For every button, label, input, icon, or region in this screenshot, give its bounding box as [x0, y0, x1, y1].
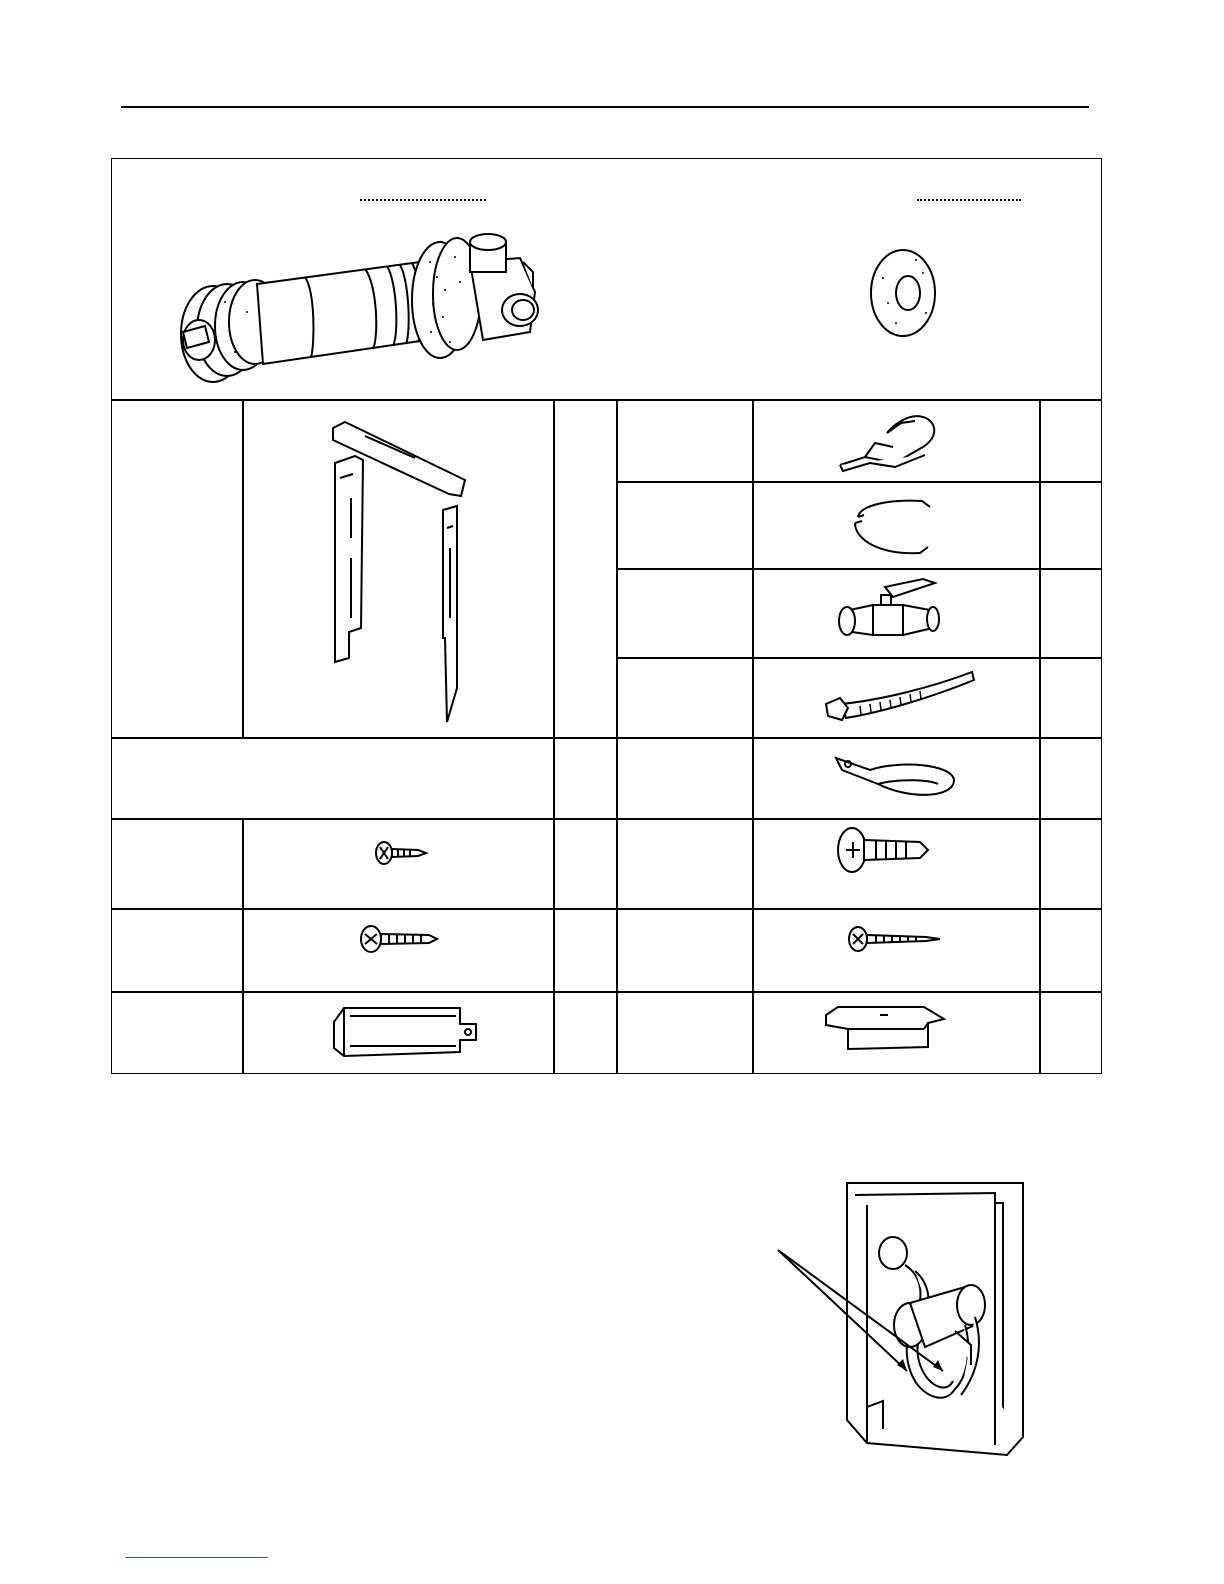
mounting-bracket-set-illustration: [325, 418, 470, 728]
col-divider: [553, 737, 555, 818]
footer-link-underline[interactable]: [125, 1557, 268, 1558]
row-divider: [112, 399, 1101, 401]
short-channel-bracket-illustration: [820, 1005, 950, 1053]
caption-leader: [917, 199, 1021, 201]
col-divider: [1039, 399, 1041, 1073]
row-divider: [616, 481, 1101, 483]
long-screw-illustration: [359, 924, 439, 954]
col-divider: [553, 399, 555, 737]
header-rule: [121, 106, 1089, 108]
col-divider: [752, 399, 754, 1073]
cable-tie-illustration: [820, 668, 980, 724]
col-divider: [242, 399, 244, 737]
caption-leader: [360, 199, 486, 201]
foam-washer-illustration: [868, 248, 938, 338]
col-divider: [553, 818, 555, 1073]
pipe-clip-illustration: [850, 495, 935, 560]
unit-rear-view-illustration: [775, 1175, 1030, 1475]
p-clamp-illustration: [830, 750, 960, 802]
row-divider: [112, 908, 1101, 910]
row-divider: [112, 818, 1101, 820]
col-divider: [242, 818, 244, 1073]
long-channel-bracket-illustration: [330, 1002, 480, 1058]
row-divider: [616, 657, 1101, 659]
ball-valve-illustration: [833, 575, 943, 645]
row-divider: [112, 991, 1101, 993]
wood-screw-illustration: [846, 924, 942, 954]
vent-pipe-assembly-illustration: [165, 222, 550, 387]
wall-hook-illustration: [835, 407, 945, 473]
row-divider: [616, 568, 1101, 570]
row-divider: [112, 737, 1101, 739]
small-screw-illustration: [374, 840, 428, 866]
flat-head-screw-illustration: [836, 826, 932, 874]
col-divider: [616, 399, 618, 1073]
